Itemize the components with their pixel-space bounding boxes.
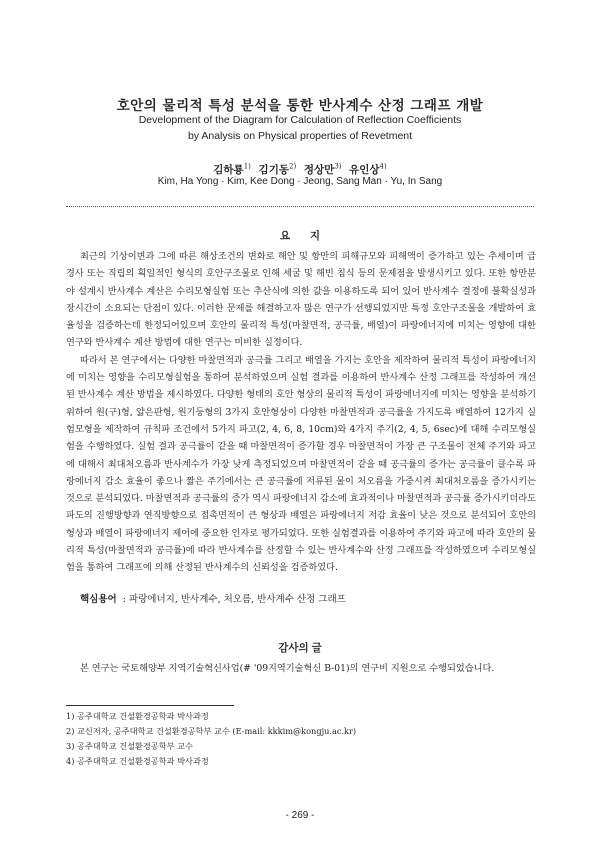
author-2: 김기동$^{2)}$ [258,162,297,176]
author-3: 정상만$^{3)}$ [303,162,342,176]
footnote-divider [66,705,234,706]
page-number: - 269 - [285,810,315,821]
authors-korean [0,162,600,177]
keywords-text: : 파랑에너지, 반사계수, 처오름, 반사계수 산정 그래프 [122,594,346,605]
paper-title-english-line2: by Analysis on Physical properties of Revetment [187,130,413,142]
acknowledgement-text: 본 연구는 국토해양부 지역기술혁신사업(# '09지역기술혁신 B-01)의 연구비 지원으로 수행되었습니다. [80,663,495,674]
abstract-paragraph: 최근의 기상이변과 그에 따른 해상조건의 변화로 해안 및 항만의 피해규모와 피해액이 증가하고 있는 추세이며 급경사 또는 직립의 획일적인 형식의 호안구조물로 인해 세굴 및 해빈 침식 등의 문제점을 발생시키고 있다. 또한 항만분야 설계시 반사계수 계산은 수리모형실험 또는 추산식에 의한 값을 이용하도록 되어 있어 반사계수 결정에 불확실성과 장시간이 소요되는 단점이 있다. 이러한 문제를 해결하고자 많은 연구가 선행되었지만 특정 호안구조물을 개발하여 효율성을 검증하는데 한정되어있으며 호안의 물리적 특성(마찰면적, 공극률, 배열)이 파랑에너지에 미치는 영향에 대한 연구와 반사계수 계산 방법에 대한 연구는 미비한 실정이다. [66,251,536,349]
paper-title-korean: 호안의 물리적 특성 분석을 통한 반사계수 산정 그래프 개발 [116,98,484,114]
author-4: 유인상$^{4)}$ [349,162,387,176]
abstract-body [66,248,536,577]
footnote-3: 3) 공주대학교 건설환경공학부 교수 [66,741,193,751]
abstract-heading: 요 지 [280,230,320,242]
abstract-paragraph: 따라서 본 연구에서는 다양한 마찰면적과 공극률 그리고 배열을 가지는 호안을 제작하여 물리적 특성이 파랑에너지에 미치는 영향을 수리모형실험을 통하여 분석하였으며 실험 결과를 이용하여 반사계수 산정 그래프를 작성하여 개선된 반사계수 계산 방법을 제시하였다. 다양한 형태의 호안 형상의 물리적 특성이 파랑에너지에 미치는 영향을 분석하기 위하여 원(구)형, 얇은판형, 원기둥형의 3가지 호안형상이 다양한 마찰면적과 공극률을 가지도록 배열하여 12가지 실험모형을 제작하여 규칙파 조건에서 5가지 파고(2, 4, 6, 8, 10cm)와 4가지 주기(2, 4, 5, 6sec)에 대해 수리모형실험을 수행하였다. 실험 결과 공극률이 같을 때 마찰면적이 증가할 경우 마찰면적이 가장 큰 구조물이 전체 주기와 파고에 대해서 최대처오름과 반사계수가 가장 낮게 측정되었으며 마찰면적이 같을 때 공극률의 증가는 공극률이 클수록 파랑에너지 감소 효율이 좋으나 짧은 주기에서는 큰 공극률에 저류된 물이 처오름을 가중시켜 최대처오름을 증가시키는 것으로 분석되었다. 마찰면적과 공극률의 증가 역시 파랑에너지 감소에 효과적이나 마찰면적과 공극률 증가시키더라도 파도의 진행방향과 연직방향으로 접촉면적이 큰 형상과 배열은 파랑에너지 저감 효율이 낮은 것으로 분석되어 호안의 형상과 배열이 파랑에너지 제어에 중요한 인자로 평가되었다. 또한 실험결과를 이용하여 주기와 파고에 따라 호안의 물리적 특성(마찰면적과 공극률)에 따라 반사계수를 산정할 수 있는 반사계수와 산정 그래프를 작성하였으며 수리모형실험을 통하여 그래프에 의해 산정된 반사계수의 신뢰성을 검증하였다. [66,354,536,574]
footnote-2: 2) 교신저자, 공주대학교 건설환경공학부 교수 (E-mail: kkkim@kongju.ac.kr) [66,726,357,736]
keywords-label: 핵심용어 [80,594,117,605]
footnote-4: 4) 공주대학교 건설환경공학과 박사과정 [66,756,209,766]
paper-title-english-line1: Development of the Diagram for Calculation of Reflection Coefficients [138,114,462,126]
keywords [80,591,346,605]
authors-english: Kim, Ha Yong · Kim, Kee Dong · Jeong, Sang Man · Yu, In Sang [157,176,443,187]
section-divider [66,206,534,207]
footnote-1: 1) 공주대학교 건설환경공학과 박사과정 [66,711,209,721]
acknowledgement-heading: 감사의 글 [278,642,322,654]
author-1: 김하룡$^{1)}$ [213,162,251,176]
